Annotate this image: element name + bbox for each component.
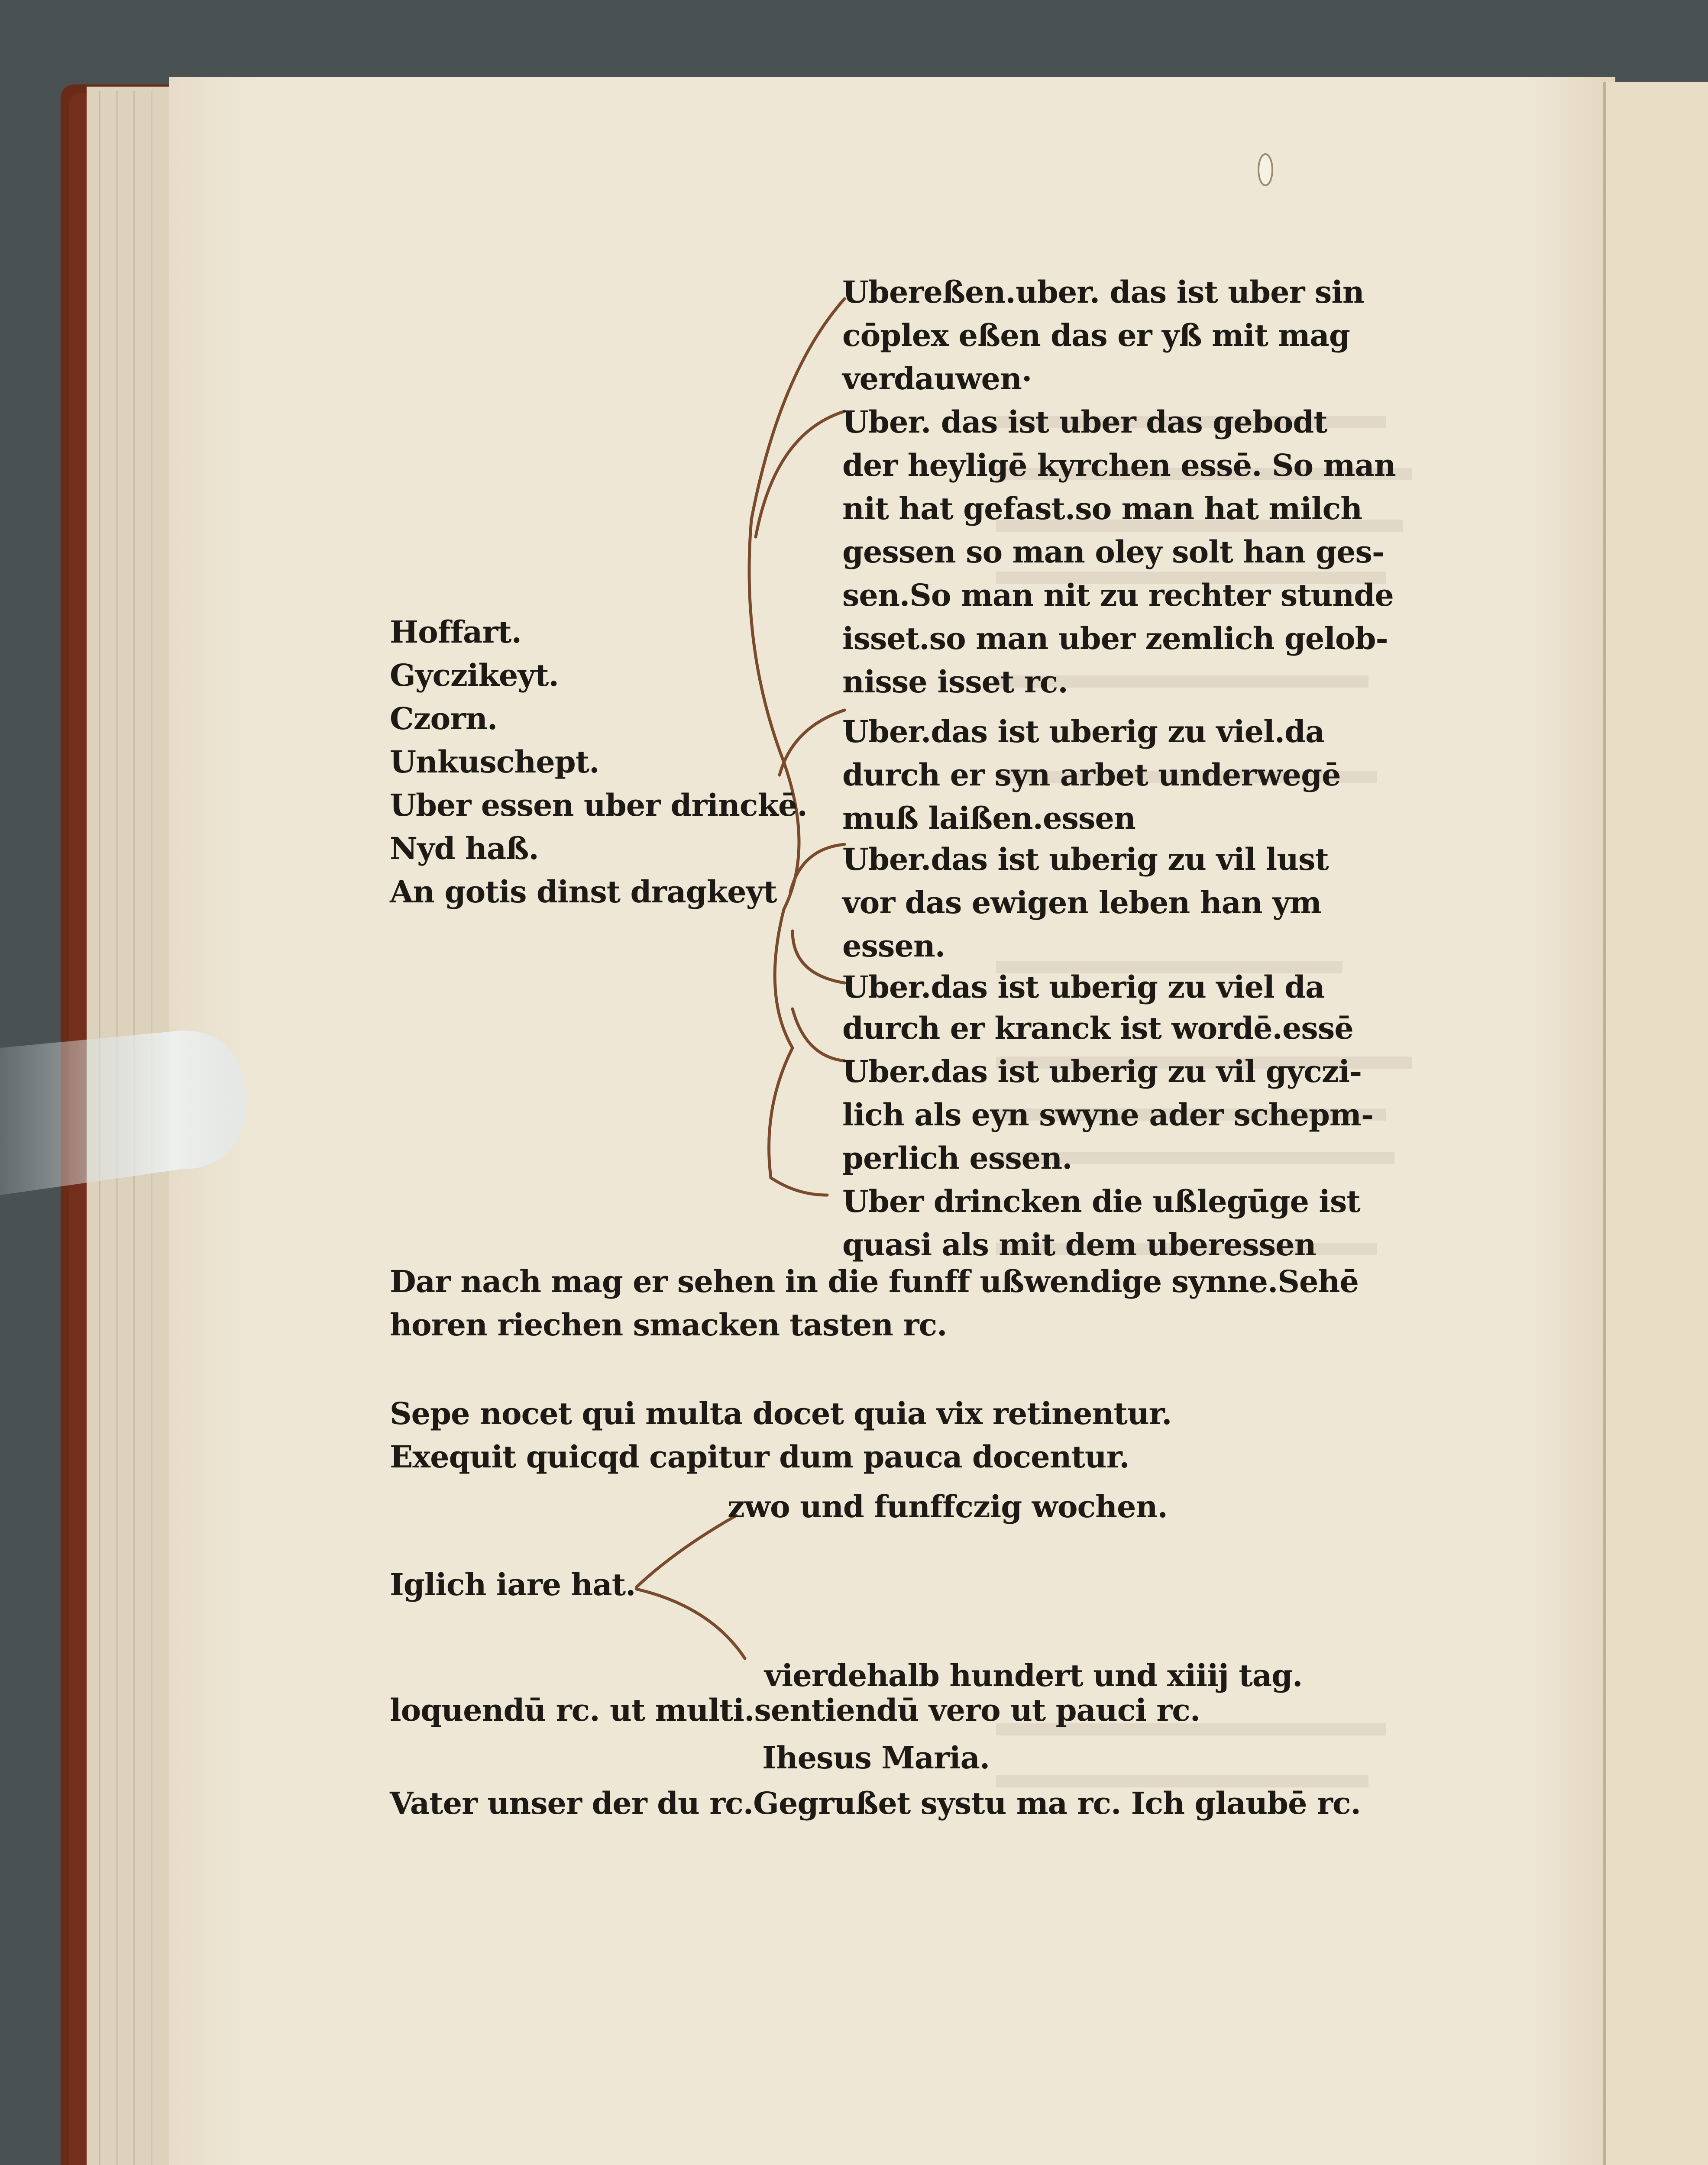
text-line: horen riechen smacken tasten rc. — [390, 1307, 947, 1343]
verse-line: Sepe nocet qui multa docet quia vix retinentur. — [390, 1396, 1172, 1431]
branch-line: essen. — [842, 928, 945, 964]
branch-line: isset.so man uber zemlich gelob- — [842, 620, 1388, 656]
worm-hole — [1258, 154, 1272, 185]
branch-line: Uber drincken die ußlegūge ist — [842, 1183, 1360, 1219]
text-line: Dar nach mag er sehen in die funff ußwendige synne.Sehē — [390, 1263, 1359, 1299]
text-line: Ihesus Maria. — [762, 1740, 990, 1776]
vice-item: Uber essen uber drinckē. — [390, 787, 807, 823]
branch-line: Ubereßen.uber. das ist uber sin — [842, 274, 1364, 310]
branch-line: nisse isset rc. — [842, 664, 1068, 700]
branch-line: Uber.das ist uberig zu vil lust — [842, 841, 1329, 877]
branch-line: Uber.das ist uberig zu viel da — [842, 969, 1325, 1005]
branch-line: nit hat gefast.so man hat milch — [842, 491, 1362, 527]
branch-line: muß laißen.essen — [842, 800, 1135, 836]
branch-line: cōplex eßen das er yß mit mag — [842, 317, 1350, 353]
vice-item: Gyczikeyt. — [390, 657, 559, 693]
branch-line: lich als eyn swyne ader schepm- — [842, 1097, 1374, 1133]
branch-line: verdauwen· — [842, 361, 1032, 397]
vice-item: An gotis dinst dragkeyt — [390, 874, 777, 910]
branch-line: Uber. das ist uber das gebodt — [842, 404, 1327, 440]
year-stem: Iglich iare hat. — [390, 1567, 636, 1603]
vice-item: Hoffart. — [390, 614, 521, 650]
branch-line: vor das ewigen leben han ym — [842, 885, 1321, 921]
branch-line: sen.So man nit zu rechter stunde — [842, 577, 1394, 613]
branch-line: perlich essen. — [842, 1140, 1072, 1176]
branch-line: durch er kranck ist wordē.essē — [842, 1010, 1353, 1046]
year-lower: vierdehalb hundert und xiiij tag. — [764, 1658, 1303, 1693]
text-line: loquendū rc. ut multi.sentiendū vero ut pauci rc. — [390, 1692, 1200, 1728]
branch-line: gessen so man oley solt han ges- — [842, 534, 1384, 570]
branch-line: quasi als mit dem uberessen — [842, 1227, 1316, 1263]
vice-item: Nyd haß. — [390, 830, 539, 866]
facing-page — [1604, 82, 1708, 2165]
branch-line: der heyligē kyrchen essē. So man — [842, 447, 1396, 483]
branch-line: Uber.das ist uberig zu viel.da — [842, 714, 1325, 750]
branch-line: durch er syn arbet underwegē — [842, 757, 1341, 793]
verse-line: Exequit quicqd capitur dum pauca docentur. — [390, 1439, 1129, 1475]
vice-item: Czorn. — [390, 701, 498, 737]
year-upper: zwo und funffczig wochen. — [728, 1489, 1168, 1525]
text-line: Vater unser der du rc.Gegrußet systu ma rc. Ich glaubē rc. — [390, 1785, 1361, 1821]
branch-line: Uber.das ist uberig zu vil gyczi- — [842, 1053, 1362, 1089]
vice-item: Unkuschept. — [390, 744, 599, 780]
